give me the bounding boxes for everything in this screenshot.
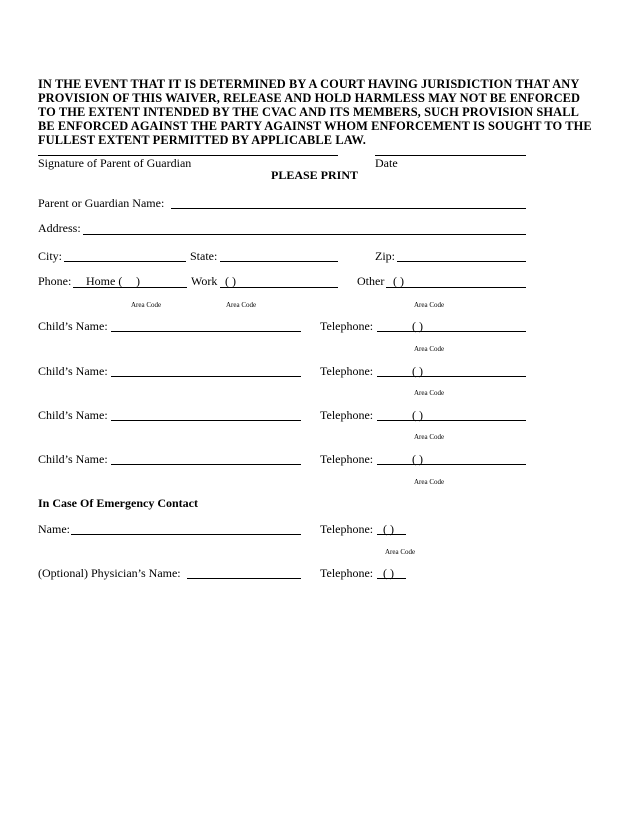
- child-telephone-label: Telephone:: [320, 408, 374, 422]
- child-telephone-label: Telephone:: [320, 452, 374, 466]
- home-phone-field[interactable]: [73, 287, 187, 288]
- physician-name-field[interactable]: [187, 578, 301, 579]
- child-name-field[interactable]: [111, 376, 301, 377]
- child-name-field[interactable]: [111, 331, 301, 332]
- child-name-label: Child’s Name:: [38, 319, 108, 333]
- child-telephone-paren: ( ): [412, 452, 423, 466]
- child-name-field[interactable]: [111, 420, 301, 421]
- child-name-label: Child’s Name:: [38, 452, 108, 466]
- area-code-hint: Area Code: [414, 433, 445, 441]
- address-field[interactable]: [83, 234, 526, 235]
- area-code-hint: Area Code: [226, 301, 257, 309]
- child-telephone-paren: ( ): [412, 319, 423, 333]
- work-phone-field[interactable]: [220, 287, 338, 288]
- emergency-name-label: Name:: [38, 522, 70, 536]
- child-telephone-paren: ( ): [412, 364, 423, 378]
- child-telephone-label: Telephone:: [320, 319, 374, 333]
- area-code-hint: Area Code: [385, 548, 416, 556]
- area-code-hint: Area Code: [414, 345, 445, 353]
- emergency-telephone-paren: ( ): [383, 522, 394, 536]
- work-phone-paren: ( ): [225, 274, 236, 288]
- other-phone-paren: ( ): [393, 274, 404, 288]
- area-code-hint: Area Code: [414, 389, 445, 397]
- area-code-hint: Area Code: [414, 301, 445, 309]
- please-print-heading: PLEASE PRINT: [271, 168, 359, 182]
- guardian-name-label: Parent or Guardian Name:: [38, 196, 165, 210]
- zip-field[interactable]: [397, 261, 526, 262]
- emergency-telephone-label: Telephone:: [320, 522, 374, 536]
- child-name-label: Child’s Name:: [38, 408, 108, 422]
- child-telephone-field[interactable]: [377, 420, 526, 421]
- physician-telephone-paren: ( ): [383, 566, 394, 580]
- emergency-contact-heading: In Case Of Emergency Contact: [38, 496, 198, 510]
- city-field[interactable]: [64, 261, 186, 262]
- city-label: City:: [38, 249, 63, 263]
- area-code-hint: Area Code: [414, 478, 445, 486]
- home-phone-close: ): [136, 274, 140, 288]
- physician-telephone-field[interactable]: [377, 578, 406, 579]
- disclaimer-text: IN THE EVENT THAT IT IS DETERMINED BY A COURT HAVING JURISDICTION THAT ANY PROVISION OF THIS WAIVER, RELEASE AND HOLD HARMLESS MAY NOT BE ENFORCED TO THE EXTENT INTENDED BY THE CVAC AND ITS MEMBERS, SUCH PROVISION SHALL BE ENFORCED AGAINST THE PARTY AGAINST WHOM ENFORCEMENT IS SOUGHT TO THE FULLEST EXTENT PERMITTED BY APPLICABLE LAW.: [38, 77, 592, 147]
- phone-label: Phone:: [38, 274, 72, 288]
- address-label: Address:: [38, 221, 81, 235]
- date-label: Date: [375, 156, 398, 170]
- emergency-telephone-field[interactable]: [377, 534, 406, 535]
- physician-telephone-label: Telephone:: [320, 566, 374, 580]
- area-code-hint: Area Code: [131, 301, 162, 309]
- work-phone-label: Work: [191, 274, 218, 288]
- child-telephone-label: Telephone:: [320, 364, 374, 378]
- state-field[interactable]: [220, 261, 338, 262]
- state-label: State:: [190, 249, 218, 263]
- home-phone-label: Home (: [86, 274, 123, 288]
- child-telephone-field[interactable]: [377, 464, 526, 465]
- child-telephone-field[interactable]: [377, 376, 526, 377]
- child-name-label: Child’s Name:: [38, 364, 108, 378]
- child-telephone-field[interactable]: [377, 331, 526, 332]
- child-name-field[interactable]: [111, 464, 301, 465]
- child-telephone-paren: ( ): [412, 408, 423, 422]
- other-phone-label: Other: [357, 274, 385, 288]
- signature-label: Signature of Parent of Guardian: [38, 156, 192, 170]
- zip-label: Zip:: [375, 249, 395, 263]
- physician-name-label: (Optional) Physician’s Name:: [38, 566, 181, 580]
- emergency-name-field[interactable]: [71, 534, 301, 535]
- other-phone-field[interactable]: [386, 287, 526, 288]
- guardian-name-field[interactable]: [171, 208, 526, 209]
